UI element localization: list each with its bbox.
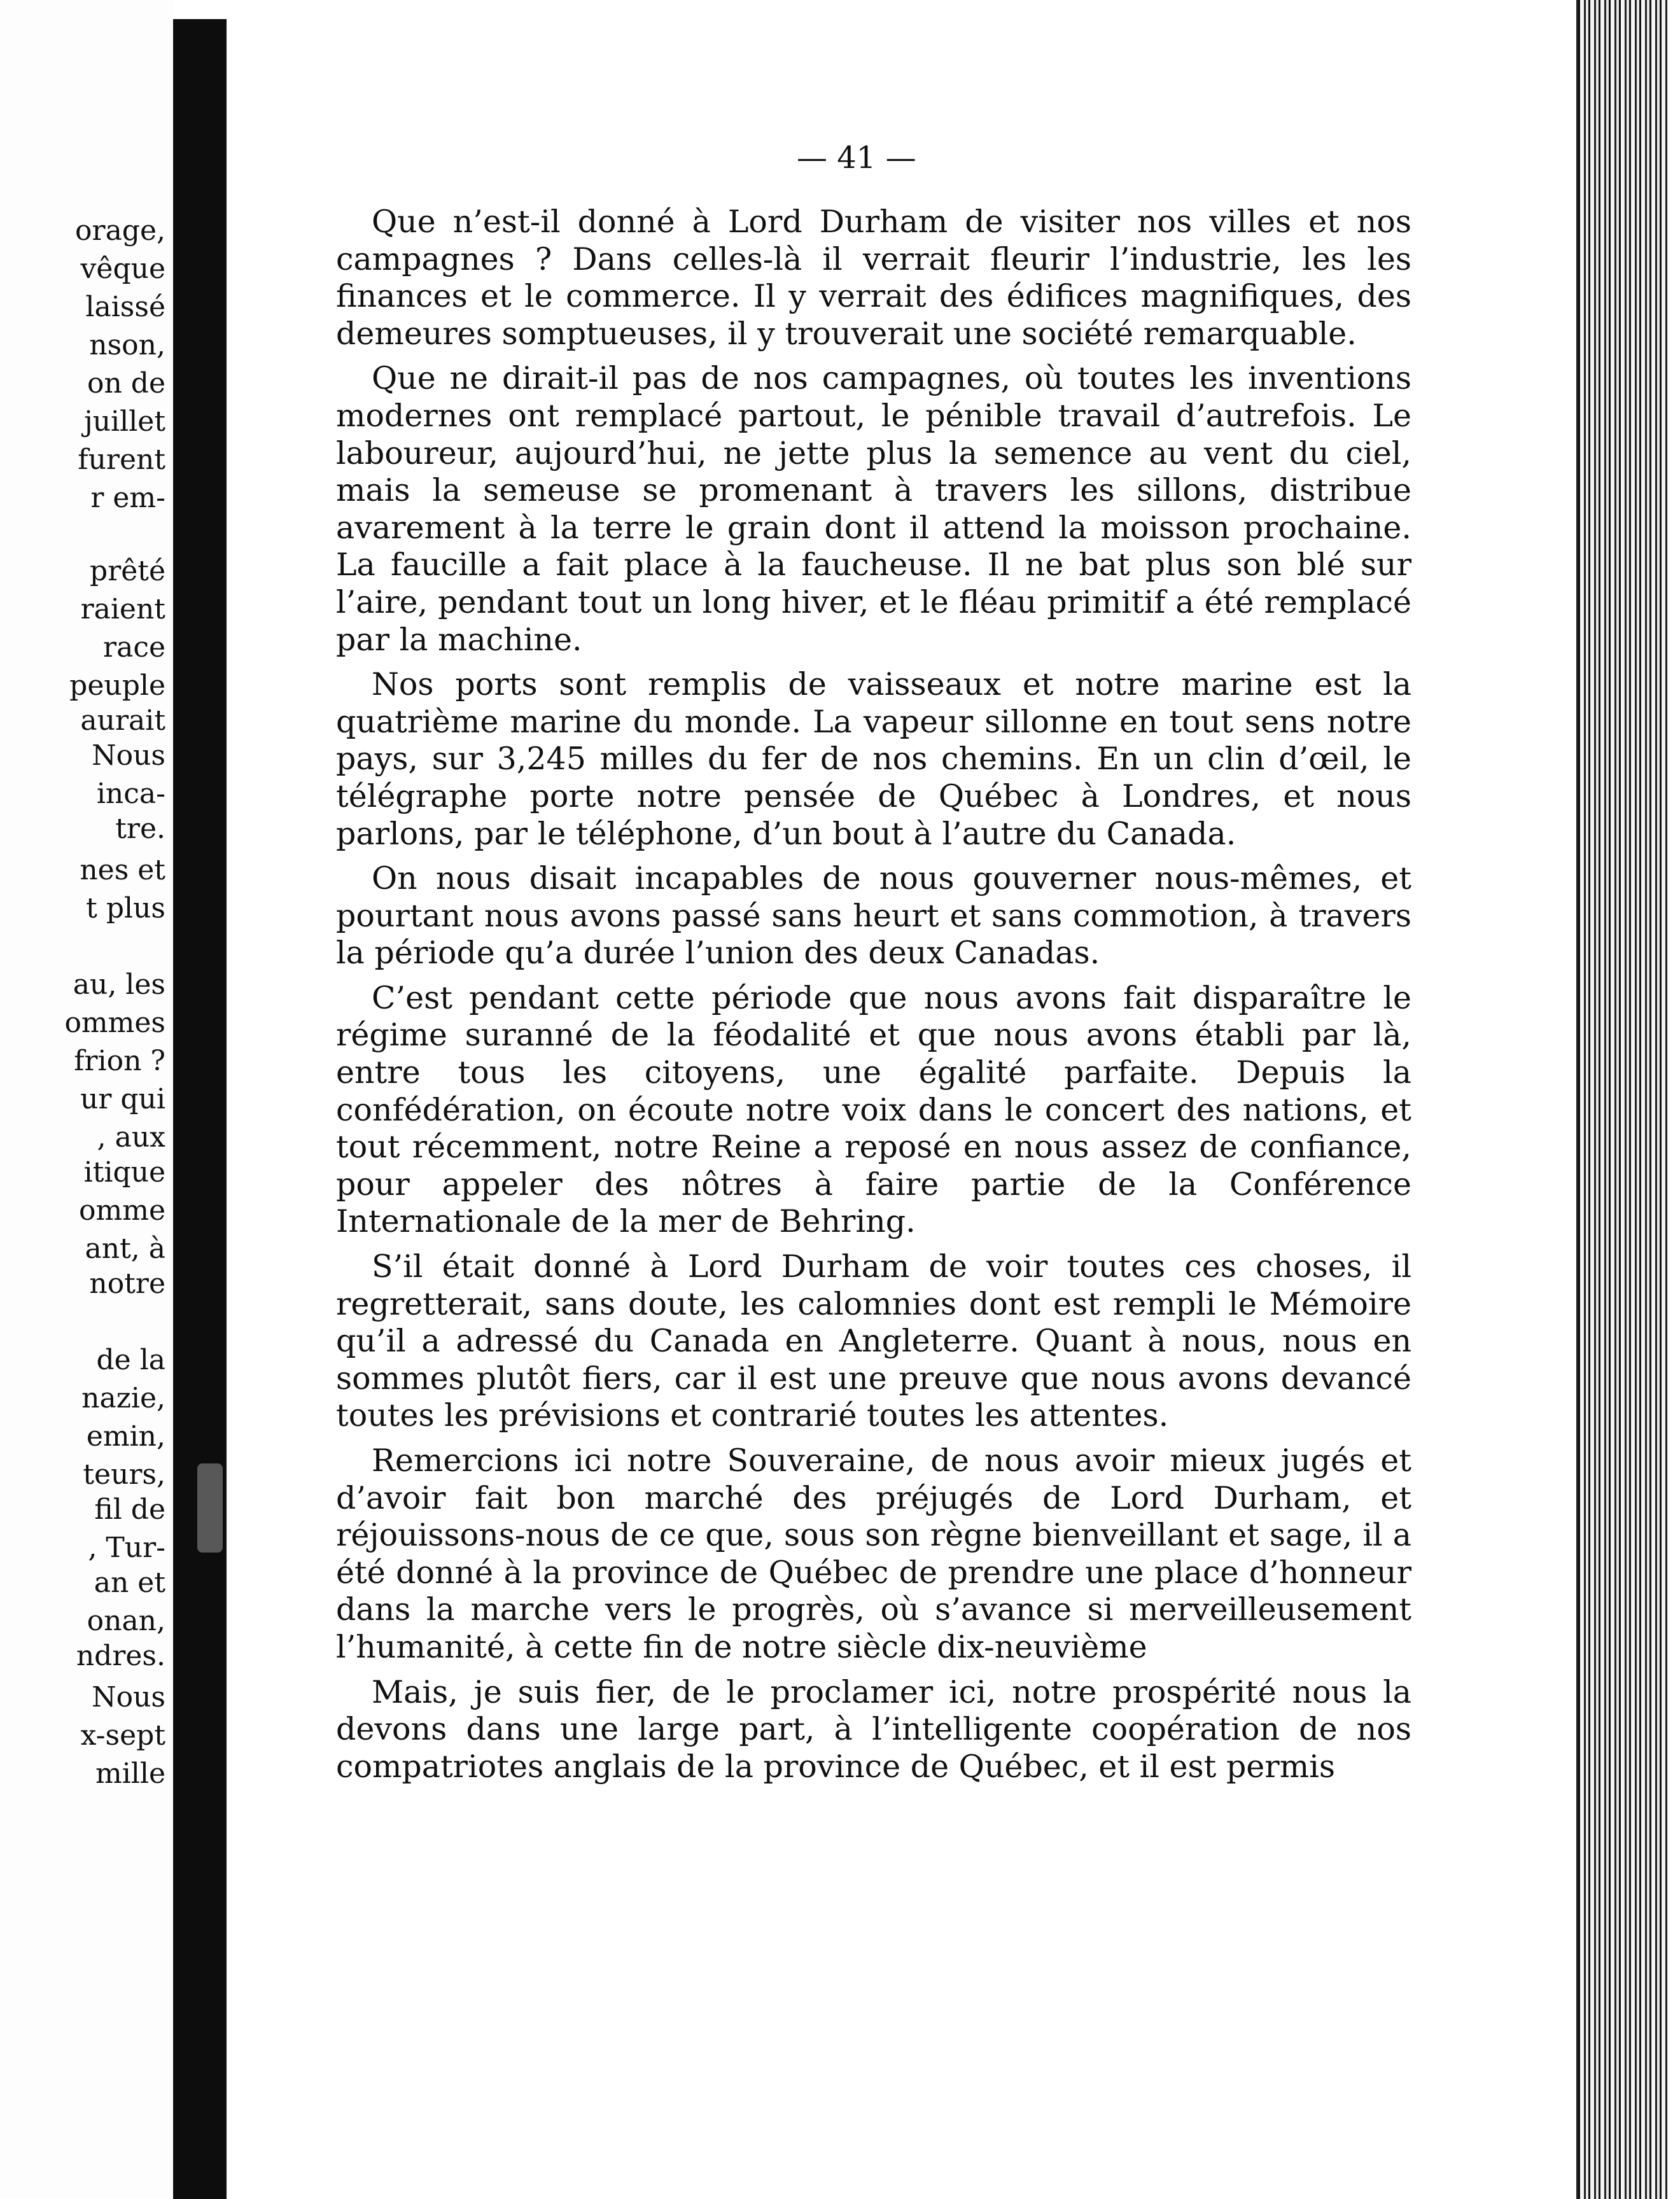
- left-page-fragment: emin,: [86, 1420, 165, 1453]
- left-page-fragment: raient: [80, 593, 165, 625]
- left-page-fragment: au, les: [73, 968, 165, 1001]
- left-page-fragment: ndres.: [76, 1640, 165, 1672]
- left-page-fragment: nson,: [89, 329, 165, 361]
- paragraph-3: Nos ports sont remplis de vaisseaux et notre marine est la quatrième marine du monde. La vapeur sillonne en tout sens notre pays, sur 3,245 milles du fer de nos chemins. En un clin d’œil, le télégraphe porte notre pensée de Québec à Londres, et nous parlons, par le téléphone, d’un bout à l’autre du Canada.: [336, 666, 1411, 852]
- left-page-fragment: x-sept: [80, 1719, 165, 1752]
- paragraph-5: C’est pendant cette période que nous avons fait disparaître le régime suranné de la féodalité et que nous avons établi par là, entre tous les citoyens, une égalité parfaite. Depuis la confédération, on écoute notre voix dans le concert des nations, et tout récemment, notre Reine a reposé en nous assez de confiance, pour appeler des nôtres à faire partie de la Conférence Internationale de la mer de Behring.: [336, 979, 1411, 1240]
- left-page-fragment: omme: [79, 1194, 165, 1227]
- body-text: [336, 204, 1411, 1793]
- left-page-fragment: t plus: [86, 892, 165, 925]
- left-page-fragment: onan,: [87, 1605, 165, 1637]
- left-page-fragment: itique: [83, 1156, 165, 1189]
- left-page-fragment: nes et: [80, 854, 165, 886]
- paragraph-8: Mais, je suis fier, de le proclamer ici, notre prospérité nous la devons dans une large part, à l’intelligente coopération de nos compatriotes anglais de la province de Québec, et il est permis: [336, 1673, 1411, 1785]
- left-page-fragment: vêque: [80, 253, 165, 285]
- left-page-fragment: orage,: [75, 214, 165, 247]
- left-page-fragment: Nous: [92, 739, 165, 772]
- left-page-fragment: ommes: [64, 1007, 165, 1039]
- left-page-fragment: peuple: [69, 669, 165, 702]
- left-page-fragment: de la: [96, 1344, 165, 1376]
- page-edges: [1578, 0, 1680, 2199]
- left-page-fragment: r em-: [90, 482, 165, 514]
- left-page-fragment: laissé: [85, 291, 165, 323]
- left-page-fragment: nazie,: [81, 1382, 165, 1414]
- paragraph-6: S’il était donné à Lord Durham de voir toutes ces choses, il regretterait, sans doute, les calomnies dont est rempli le Mémoire qu’il a adressé du Canada en Angleterre. Quant à nous, nous en sommes plutôt fiers, car il est une preuve que nous avons devancé toutes les prévisions et contrarié toutes les attentes.: [336, 1248, 1411, 1434]
- left-page-fragment: juillet: [84, 405, 165, 438]
- left-page-fragment: furent: [78, 443, 165, 476]
- book-spine: [173, 19, 227, 2199]
- paragraph-7: Remercions ici notre Souveraine, de nous avoir mieux jugés et d’avoir fait bon marché des préjugés de Lord Durham, et réjouissons-nous de ce que, sous son règne bienveillant et sage, il a été donné à la province de Québec de prendre une place d’honneur dans la marche vers le progrès, où s’avance si merveilleusement l’humanité, à cette fin de notre siècle dix-neuvième: [336, 1442, 1411, 1665]
- left-page-fragment: Nous: [92, 1681, 165, 1714]
- left-page-fragment: teurs,: [83, 1458, 165, 1491]
- left-page-fragment: on de: [87, 367, 165, 400]
- left-page-fragment: fil de: [94, 1493, 165, 1526]
- page-number: — 41 —: [797, 140, 916, 176]
- spine-smudge: [197, 1463, 223, 1553]
- left-page-fragment: tre.: [115, 813, 165, 845]
- left-page-fragment: frion ?: [74, 1045, 165, 1077]
- paragraph-2: Que ne dirait-il pas de nos campagnes, où toutes les inventions modernes ont remplacé partout, le pénible travail d’autrefois. Le laboureur, aujourd’hui, ne jette plus la semence au vent du ciel, mais la semeuse se promenant à travers les sillons, distribue avarement à la terre le grain dont il attend la moisson prochaine. La faucille a fait place à la faucheuse. Il ne bat plus son blé sur l’aire, pendant tout un long hiver, et le fléau primitif a été remplacé par la machine.: [336, 360, 1411, 658]
- left-page-fragment: ur qui: [80, 1083, 165, 1115]
- left-page-fragment: , Tur-: [88, 1532, 165, 1564]
- paragraph-4: On nous disait incapables de nous gouverner nous-mêmes, et pourtant nous avons passé sans heurt et sans commotion, à travers la période qu’a durée l’union des deux Canadas.: [336, 860, 1411, 972]
- left-page-fragment: ant, à: [85, 1232, 165, 1265]
- left-page-fragment: an et: [94, 1567, 165, 1599]
- left-page-fragment: aurait: [80, 704, 165, 737]
- left-page-fragment: mille: [95, 1757, 165, 1790]
- left-page-fragment: inca-: [96, 778, 165, 810]
- left-page-fragment: , aux: [97, 1121, 165, 1154]
- left-page-fragment: notre: [89, 1267, 165, 1300]
- left-page-margin: [0, 0, 173, 2199]
- left-page-fragment: race: [103, 631, 165, 664]
- paragraph-1: Que n’est-il donné à Lord Durham de visiter nos villes et nos campagnes ? Dans celles-là il verrait fleurir l’industrie, les les finances et le commerce. Il y verrait des édifices magnifiques, des demeures somptueuses, il y trouverait une société remarquable.: [336, 204, 1411, 352]
- page-edges-mask: [1667, 0, 1680, 2199]
- left-page-fragment: prêté: [90, 555, 165, 587]
